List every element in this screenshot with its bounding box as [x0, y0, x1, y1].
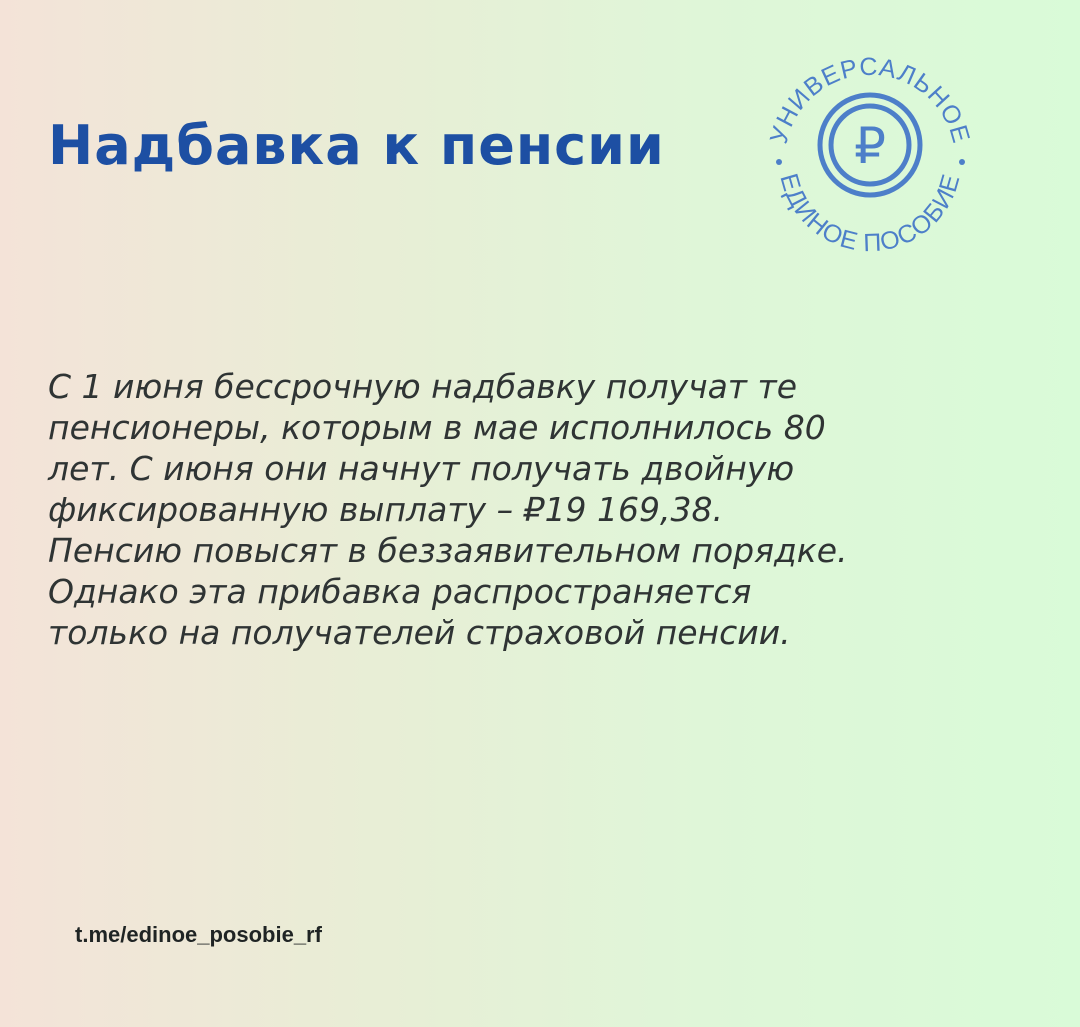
logo-dot-right: [959, 159, 965, 165]
logo-stamp: [755, 45, 985, 275]
page-title: Надбавка к пенсии: [48, 114, 665, 177]
logo-bottom-text: ЕДИНОЕ ПОСОБИЕ: [774, 170, 966, 258]
post-body-text: С 1 июня бессрочную надбавку получат те пенсионеры, которым в мае исполнилось 80 лет. С июня они начнут получать двойную фиксированную выплату – ₽19 169,38. Пенсию повысят в беззаявительном порядке. Однако эта прибавка распространяется только на получателей страховой пенсии.: [48, 367, 848, 652]
svg-text:₽: ₽: [854, 117, 886, 175]
telegram-channel-link[interactable]: t.me/edinoe_posobie_rf: [75, 922, 322, 947]
ruble-icon: [820, 95, 920, 195]
logo-top-text: УНИВЕРСАЛЬНОЕ: [764, 52, 976, 147]
logo-dot-left: [776, 159, 782, 165]
